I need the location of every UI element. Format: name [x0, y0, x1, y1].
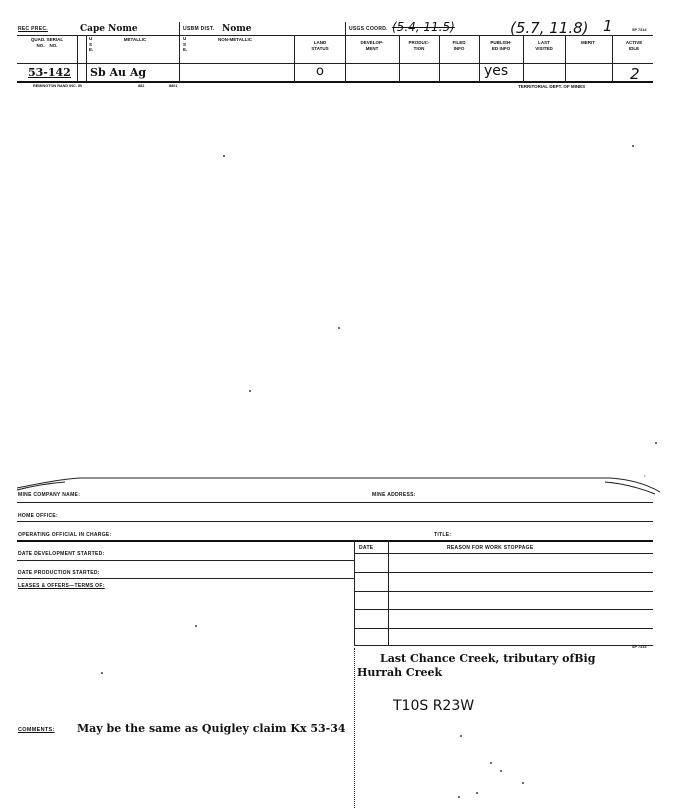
location-note-line2: Hurrah Creek [357, 666, 443, 679]
operating-official-label: OPERATING OFFICIAL IN CHARGE: [18, 532, 112, 538]
usbm-dist-value: Nome [222, 24, 252, 34]
card-edge-curve [0, 470, 678, 500]
land-status-header: LAND STATUS [311, 40, 329, 51]
filed-info-header: FILED INFO [452, 40, 466, 51]
department-imprint: TERRITORIAL DEPT. OF MINES [518, 84, 586, 89]
usgs-coord-label: USGS COORD. [349, 26, 388, 32]
bottom-form-number: SP 7315 [632, 645, 647, 649]
land-status-value: o [316, 64, 324, 79]
corner-mark: · [644, 474, 646, 480]
date-production-label: DATE PRODUCTION STARTED: [18, 570, 100, 576]
nonmetallic-prefix: U S E. [183, 36, 188, 52]
mine-company-label: MINE COMPANY NAME: [18, 492, 81, 498]
usgs-coord-struck: (5.4, 11.5) [392, 20, 455, 34]
quad-serial-header: QUAD. SERIAL NO. NO. [30, 37, 64, 48]
nonmetallic-header: NON-METALLIC [218, 37, 252, 42]
reason-column-header: REASON FOR WORK STOPPAGE [447, 545, 534, 551]
metallic-prefix: U S E. [89, 36, 94, 52]
printer-code-1: 882 [138, 84, 145, 88]
date-column-header: DATE [359, 545, 374, 551]
development-header: DEVELOP- MENT [360, 40, 384, 51]
printer-imprint: REMINGTON RAND INC. 50 [33, 84, 83, 88]
active-idle-value: 2 [630, 65, 640, 83]
title-label: TITLE: [434, 532, 452, 538]
metallic-header: METALLIC [123, 37, 147, 42]
mine-address-label: MINE ADDRESS: [372, 492, 416, 498]
metallic-value: Sb Au Ag [90, 66, 147, 79]
published-info-value: yes [484, 63, 509, 79]
quad-serial-value: 53-142 [28, 66, 71, 79]
last-visited-header: LAST VISITED [535, 40, 553, 51]
comments-value: May be the same as Quigley claim Kx 53-34 [77, 722, 346, 735]
form-number: SP 7314 [632, 28, 647, 32]
leases-label: LEASES & OFFERS—TERMS OF: [18, 583, 105, 589]
published-info-header: PUBLISH- ED INFO [490, 40, 512, 51]
township-range-note: T10S R23W [393, 698, 475, 714]
usbm-dist-label: USBM DIST. [183, 26, 215, 32]
rec-prec-value: Cape Nome [80, 24, 138, 34]
home-office-label: HOME OFFICE: [18, 513, 58, 519]
comments-label: COMMENTS: [18, 727, 55, 733]
rec-prec-label: REC PREC. [18, 26, 48, 32]
merit-header: MERIT [581, 40, 595, 45]
production-header: PRODUC- TION [408, 40, 430, 51]
active-idle-header: ACTIVE IDLE [625, 40, 643, 51]
usgs-coord-number: 1 [603, 17, 613, 35]
date-development-label: DATE DEVELOPMENT STARTED: [18, 551, 105, 557]
usgs-coord-value: (5.7, 11.8) [510, 19, 589, 37]
location-note-line1: Last Chance Creek, tributary ofBig [380, 652, 596, 665]
printer-code-2: 8801 [169, 84, 178, 88]
